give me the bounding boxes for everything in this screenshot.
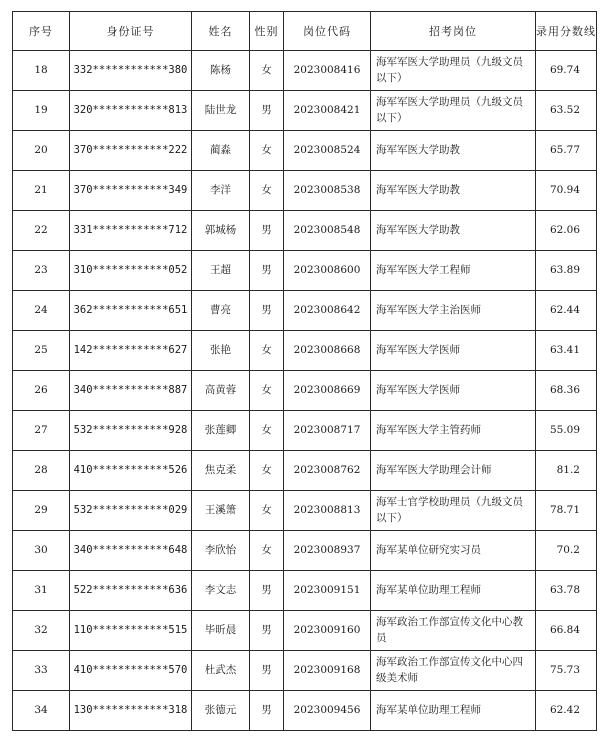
cell-id-number: 320************813	[70, 91, 192, 131]
cell-recruitment-post: 海军军医大学助教	[371, 131, 536, 171]
cell-name: 陆世龙	[192, 91, 250, 131]
cell-admission-score: 69.74	[536, 51, 597, 91]
table-row	[13, 491, 597, 531]
table-row	[13, 571, 597, 611]
cell-id-number: 370************222	[70, 131, 192, 171]
cell-serial-number: 30	[13, 531, 70, 571]
header-recruitment-post: 招考岗位	[371, 12, 536, 51]
cell-gender: 女	[250, 371, 284, 411]
table-row	[13, 91, 597, 131]
cell-serial-number: 27	[13, 411, 70, 451]
cell-recruitment-post: 海军政治工作部宣传文化中心四级美术师	[371, 651, 536, 691]
cell-recruitment-post: 海军士官学校助理员（九级文员以下）	[371, 491, 536, 531]
cell-name: 王溪箫	[192, 491, 250, 531]
cell-serial-number: 28	[13, 451, 70, 491]
cell-serial-number: 25	[13, 331, 70, 371]
cell-admission-score: 63.78	[536, 571, 597, 611]
cell-admission-score: 68.36	[536, 371, 597, 411]
cell-name: 毕昕晨	[192, 611, 250, 651]
cell-admission-score: 62.42	[536, 691, 597, 731]
cell-recruitment-post: 海军某单位助理工程师	[371, 691, 536, 731]
cell-gender: 女	[250, 331, 284, 371]
table-row	[13, 251, 597, 291]
cell-admission-score: 62.06	[536, 211, 597, 251]
cell-admission-score: 62.44	[536, 291, 597, 331]
cell-recruitment-post: 海军政治工作部宣传文化中心教员	[371, 611, 536, 651]
cell-name: 张德元	[192, 691, 250, 731]
cell-name: 李欣怡	[192, 531, 250, 571]
cell-post-code: 2023008642	[284, 291, 371, 331]
cell-serial-number: 18	[13, 51, 70, 91]
cell-post-code: 2023008668	[284, 331, 371, 371]
cell-gender: 女	[250, 491, 284, 531]
cell-id-number: 522************636	[70, 571, 192, 611]
cell-id-number: 532************928	[70, 411, 192, 451]
cell-gender: 男	[250, 611, 284, 651]
table-row	[13, 411, 597, 451]
cell-post-code: 2023009456	[284, 691, 371, 731]
cell-gender: 男	[250, 251, 284, 291]
cell-id-number: 130************318	[70, 691, 192, 731]
header-admission-score: 录用分数线	[536, 12, 597, 51]
cell-serial-number: 29	[13, 491, 70, 531]
cell-id-number: 340************648	[70, 531, 192, 571]
cell-recruitment-post: 海军军医大学助教	[371, 171, 536, 211]
cell-gender: 男	[250, 571, 284, 611]
cell-post-code: 2023008548	[284, 211, 371, 251]
table-body	[13, 51, 597, 731]
cell-post-code: 2023008421	[284, 91, 371, 131]
admission-score-table	[12, 11, 597, 731]
cell-gender: 女	[250, 451, 284, 491]
cell-admission-score: 65.77	[536, 131, 597, 171]
cell-serial-number: 21	[13, 171, 70, 211]
cell-name: 郭城杨	[192, 211, 250, 251]
cell-serial-number: 22	[13, 211, 70, 251]
cell-admission-score: 63.41	[536, 331, 597, 371]
cell-name: 陈杨	[192, 51, 250, 91]
cell-post-code: 2023008762	[284, 451, 371, 491]
cell-recruitment-post: 海军军医大学主管药师	[371, 411, 536, 451]
cell-recruitment-post: 海军军医大学医师	[371, 331, 536, 371]
cell-id-number: 110************515	[70, 611, 192, 651]
cell-name: 李洋	[192, 171, 250, 211]
table-row	[13, 451, 597, 491]
table-row	[13, 611, 597, 651]
cell-id-number: 340************887	[70, 371, 192, 411]
cell-gender: 女	[250, 171, 284, 211]
cell-name: 张艳	[192, 331, 250, 371]
cell-id-number: 410************570	[70, 651, 192, 691]
table-row	[13, 291, 597, 331]
table-row	[13, 51, 597, 91]
header-serial-number: 序号	[13, 12, 70, 51]
table-header-row	[13, 12, 597, 51]
cell-gender: 男	[250, 651, 284, 691]
cell-name: 李文志	[192, 571, 250, 611]
header-gender: 性别	[250, 12, 284, 51]
cell-recruitment-post: 海军军医大学工程师	[371, 251, 536, 291]
cell-gender: 男	[250, 91, 284, 131]
cell-admission-score: 66.84	[536, 611, 597, 651]
header-id-number: 身份证号	[70, 12, 192, 51]
cell-id-number: 532************029	[70, 491, 192, 531]
cell-name: 张莲卿	[192, 411, 250, 451]
cell-gender: 女	[250, 131, 284, 171]
cell-gender: 女	[250, 531, 284, 571]
cell-post-code: 2023008937	[284, 531, 371, 571]
cell-recruitment-post: 海军军医大学医师	[371, 371, 536, 411]
cell-id-number: 142************627	[70, 331, 192, 371]
cell-recruitment-post: 海军军医大学助理会计师	[371, 451, 536, 491]
cell-name: 曹亮	[192, 291, 250, 331]
cell-gender: 男	[250, 691, 284, 731]
cell-id-number: 370************349	[70, 171, 192, 211]
cell-post-code: 2023008538	[284, 171, 371, 211]
header-name: 姓名	[192, 12, 250, 51]
table-row	[13, 131, 597, 171]
cell-admission-score: 63.89	[536, 251, 597, 291]
cell-post-code: 2023009168	[284, 651, 371, 691]
cell-recruitment-post: 海军某单位研究实习员	[371, 531, 536, 571]
cell-serial-number: 19	[13, 91, 70, 131]
cell-post-code: 2023008717	[284, 411, 371, 451]
cell-serial-number: 34	[13, 691, 70, 731]
table-row	[13, 331, 597, 371]
cell-name: 王超	[192, 251, 250, 291]
cell-id-number: 310************052	[70, 251, 192, 291]
cell-admission-score: 81.2	[536, 451, 597, 491]
cell-admission-score: 78.71	[536, 491, 597, 531]
cell-post-code: 2023008669	[284, 371, 371, 411]
cell-serial-number: 23	[13, 251, 70, 291]
cell-id-number: 410************526	[70, 451, 192, 491]
cell-post-code: 2023008416	[284, 51, 371, 91]
cell-name: 杜武杰	[192, 651, 250, 691]
cell-recruitment-post: 海军军医大学助理员（九级文员以下）	[371, 91, 536, 131]
cell-post-code: 2023009151	[284, 571, 371, 611]
cell-gender: 女	[250, 411, 284, 451]
cell-admission-score: 75.73	[536, 651, 597, 691]
cell-admission-score: 63.52	[536, 91, 597, 131]
cell-name: 高黄蓉	[192, 371, 250, 411]
cell-gender: 男	[250, 211, 284, 251]
table-row	[13, 691, 597, 731]
cell-id-number: 331************712	[70, 211, 192, 251]
cell-name: 焦克柔	[192, 451, 250, 491]
cell-admission-score: 70.2	[536, 531, 597, 571]
table-row	[13, 171, 597, 211]
cell-serial-number: 24	[13, 291, 70, 331]
cell-recruitment-post: 海军军医大学助教	[371, 211, 536, 251]
cell-admission-score: 70.94	[536, 171, 597, 211]
cell-recruitment-post: 海军军医大学主治医师	[371, 291, 536, 331]
cell-recruitment-post: 海军某单位助理工程师	[371, 571, 536, 611]
cell-name: 蔺淼	[192, 131, 250, 171]
cell-serial-number: 31	[13, 571, 70, 611]
table-row	[13, 651, 597, 691]
cell-serial-number: 26	[13, 371, 70, 411]
cell-id-number: 362************651	[70, 291, 192, 331]
cell-gender: 女	[250, 51, 284, 91]
table-row	[13, 531, 597, 571]
cell-serial-number: 32	[13, 611, 70, 651]
cell-admission-score: 55.09	[536, 411, 597, 451]
cell-gender: 男	[250, 291, 284, 331]
cell-serial-number: 20	[13, 131, 70, 171]
cell-post-code: 2023009160	[284, 611, 371, 651]
cell-id-number: 332************380	[70, 51, 192, 91]
header-post-code: 岗位代码	[284, 12, 371, 51]
cell-post-code: 2023008600	[284, 251, 371, 291]
cell-serial-number: 33	[13, 651, 70, 691]
table-row	[13, 371, 597, 411]
cell-post-code: 2023008524	[284, 131, 371, 171]
table-row	[13, 211, 597, 251]
cell-recruitment-post: 海军军医大学助理员（九级文员以下）	[371, 51, 536, 91]
cell-post-code: 2023008813	[284, 491, 371, 531]
